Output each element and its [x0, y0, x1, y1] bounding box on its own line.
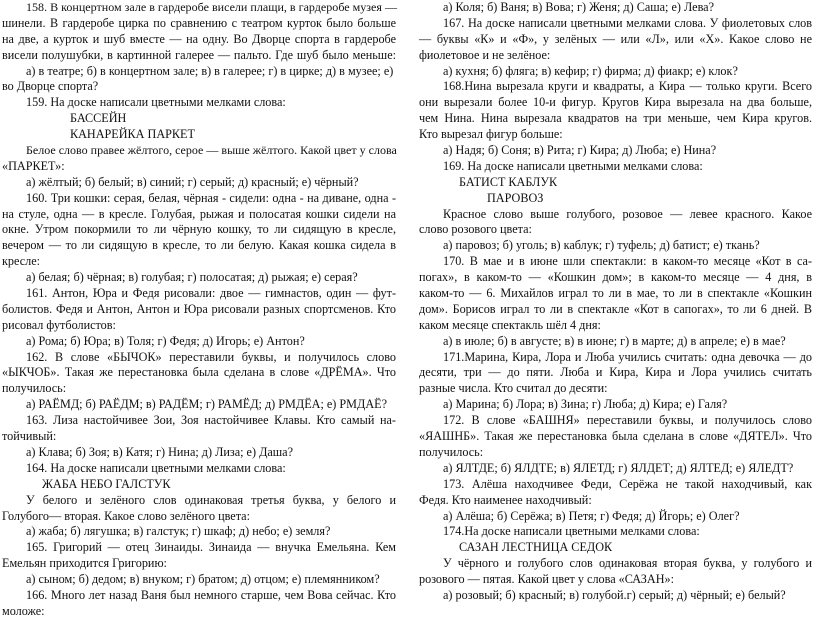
text-line: дом». Борисов играл то ли в спектакле «Кот в сапогах», то ли 6 дней. В [419, 301, 812, 316]
text-line: Белое слово правее жёлтого, серое — выше жёлтого. Какой цвет у слова [26, 143, 397, 158]
text-line: «ПАРКЕТ»: [2, 158, 65, 173]
text-line: 168.Нина вырезала круги и квадраты, а Кира — только круги. Всего [443, 79, 812, 94]
text-line: на две, а курток и шуб вместе — на одну. Во Дворце спорта в гардеробе [2, 31, 396, 46]
text-line: У белого и зелёного слов одинаковая третья буква, у белого и [26, 492, 396, 507]
text-line: 167. На доске написали цветными мелками слова. У фиолетовых слов [443, 15, 812, 30]
text-line: погах», в каком-то — «Кошкин дом»; в каком-то месяце — 4 дня, в [419, 270, 812, 285]
text-line: Голубого— вторая. Какое слово зелёного цвета: [2, 508, 250, 523]
text-line: шинели. В гардеробе цирка по сравнению с театром курток было больше [2, 15, 396, 30]
text-line: 160. Три кошки: серая, белая, чёрная - сидели: одна - на диване, одна - [26, 190, 396, 205]
text-line: а) белая; б) чёрная; в) голубая; г) полосатая; д) рыжая; е) серая? [26, 270, 358, 285]
text-line: розового — пятая. Какой цвет у слова «САЗАН»: [419, 572, 674, 587]
text-line: висели полушубки, в картинной галерее — пальто. Где шуб было меньше: [2, 47, 396, 62]
text-line: У чёрного и голубого слов одинаковая вторая буква, у голубого и [443, 556, 812, 571]
text-line: моложе: [2, 603, 45, 618]
text-line: фиолетовое и не зелёное: [419, 47, 551, 62]
text-line: слово розового цвета: [419, 222, 532, 237]
text-line: ПАРОВОЗ [487, 190, 544, 205]
text-line: 162. В слове «БЫЧОК» переставили буквы, и получилось слово [26, 349, 396, 364]
text-line: а) Рома; б) Юра; в) Толя; г) Федя; д) Игорь; е) Антон? [26, 333, 305, 348]
text-line: а) РАЁМД; б) РАЁДМ; в) РАДЁМ; г) РАМЁД; д) РМДЁА; е) РМДАЁ? [26, 397, 387, 412]
text-line: 164. На доске написали цветными мелками слова: [26, 460, 286, 475]
text-line: получилось: [2, 381, 67, 396]
text-line: они вырезали более 10-и фигур. Кругов Кира вырезала на два больше, [419, 95, 812, 110]
text-line: чем Нина. Нина вырезала квадратов на три меньше, чем Кира кругов. [419, 111, 812, 126]
text-line: БАССЕЙН [70, 111, 127, 126]
text-line: «ЯАШНБ». Такая же перестановка была сделана в слове «ДЯТЕЛ». Что [419, 429, 812, 444]
text-line: 161. Антон, Юра и Федя рисовали: двое — гимнастов, один — фут- [26, 286, 396, 301]
text-line: а) кухня; б) фляга; в) кефир; г) фирма; д) фиакр; е) клок? [443, 63, 738, 78]
text-line: разные числа. Кто считал до десяти: [419, 381, 608, 396]
text-line: а) розовый; б) красный; в) голубой.г) серый; д) чёрный; е) белый? [443, 587, 786, 602]
text-line: ЖАБА НЕБО ГАЛСТУК [42, 476, 171, 491]
text-line: 170. В мае и в июне шли спектакли: в каком-то месяце «Кот в са- [443, 254, 812, 269]
text-line: вечером — то ли сидящую в кресле, то ли белую. Какая кошка сидела в [2, 238, 396, 253]
text-line: 169. На доске написали цветными мелками слова: [443, 158, 703, 173]
text-line: 172. В слове «БАШНЯ» переставили буквы, и получилось слово [443, 413, 812, 428]
text-line: 166. Много лет назад Ваня был немного старше, чем Вова сейчас. Кто [26, 587, 396, 602]
text-line: 173. Алёша находчивее Феди, Серёжа не такой находчивый, как [443, 476, 812, 491]
text-line: а) Коля; б) Ваня; в) Вова; г) Женя; д) Саша; е) Лева? [443, 0, 714, 14]
text-line: окне. Утром покормили то ли чёрную кошку, то ли сидящую в кресле, [2, 222, 396, 237]
text-line: а) Надя; б) Соня; в) Рита; г) Кира; д) Люба; е) Нина? [443, 143, 717, 158]
text-line: «ЫКЧОБ». Такая же перестановка была сделана в слове «ДРЁМА». Что [2, 365, 396, 380]
text-line: а) в театре; б) в концертном зале; в) в галерее; г) в цирке; д) в музее; е) [26, 63, 394, 78]
text-line: 159. На доске написали цветными мелками слова: [26, 95, 286, 110]
text-line: каком-то — 6. Михайлов играл то ли в мае, то ли в спектакле «Кошкин [419, 286, 812, 301]
text-line: БАТИСТ КАБЛУК [459, 174, 558, 189]
right-column [419, 0, 812, 604]
text-line: рисовал футболистов: [2, 317, 116, 332]
text-line: тойчивый: [2, 429, 57, 444]
text-line: Кто вырезал фигур больше: [419, 127, 563, 142]
text-line: а) Алёша; б) Серёжа; в) Петя; г) Федя; д) Йгорь; е) Олег? [443, 508, 740, 523]
text-line: а) Клава; б) Зоя; в) Катя; г) Нина; д) Лиза; е) Даша? [26, 444, 293, 459]
text-line: десяти, три — до пяти. Люба и Кира, Кира и Лора учились считать [419, 365, 812, 380]
text-line: 163. Лиза настойчивее Зои, Зоя настойчивее Клавы. Кто самый на- [26, 413, 396, 428]
text-line: а) ЯЛТДЕ; б) ЯЛДТЕ; в) ЯЛЕТД; г) ЯЛДЕТ; д) ЯЛТЕД; е) ЯЛЕДТ? [443, 460, 794, 475]
text-line: 171.Марина, Кира, Лора и Люба учились считать: одна девочка — до [443, 349, 812, 364]
text-line: болистов. Федя и Антон, Антон и Юра рисовали разных спортсменов. Кто [2, 301, 396, 316]
text-line: получилось: [419, 444, 484, 459]
text-line: а) жёлтый; б) белый; в) синий; г) серый; д) красный; е) чёрный? [26, 174, 359, 189]
text-line: КАНАРЕЙКА ПАРКЕТ [70, 127, 195, 142]
text-line: Федя. Кто наименее находчивый: [419, 492, 592, 507]
text-line: а) паровоз; б) уголь; в) каблук; г) туфель; д) батист; е) ткань? [443, 238, 760, 253]
text-line: каком месяце спектакль шёл 4 дня: [419, 317, 601, 332]
text-line: 174.На доске написали цветными мелками слова: [443, 524, 700, 539]
text-line: САЗАН ЛЕСТНИЦА СЕДОК [459, 540, 613, 555]
text-line: а) Марина; б) Лора; в) Зина; г) Люба; д) Кира; е) Галя? [443, 397, 728, 412]
text-line: а) жаба; б) лягушка; в) галстук; г) шкаф; д) небо; е) земля? [26, 524, 331, 539]
text-line: а) в июле; б) в августе; в) в июне; г) в марте; д) в апреле; е) в мае? [443, 333, 786, 348]
left-column [2, 0, 396, 620]
text-line: 158. В концертном зале в гардеробе висели плащи, в гардеробе музея — [26, 0, 397, 14]
text-line: кресле: [2, 254, 41, 269]
text-line: — буквы «К» и «Ф», у зелёных — или «Л», или «Х». Какое слово не [419, 31, 812, 46]
text-line: на стуле, одна — в кресле. Голубая, рыжая и полосатая кошки сидели на [2, 206, 396, 221]
text-line: Емельян приходится Григорию: [2, 556, 167, 571]
text-line: Красное слово выше голубого, розовое — левее красного. Какое [443, 206, 812, 221]
text-line: 165. Григорий — отец Зинаиды. Зинаида — внучка Емельяна. Кем [26, 540, 396, 555]
text-line: а) сыном; б) дедом; в) внуком; г) братом; д) отцом; е) племянником? [26, 572, 380, 587]
text-line: во Дворце спорта? [2, 79, 99, 94]
